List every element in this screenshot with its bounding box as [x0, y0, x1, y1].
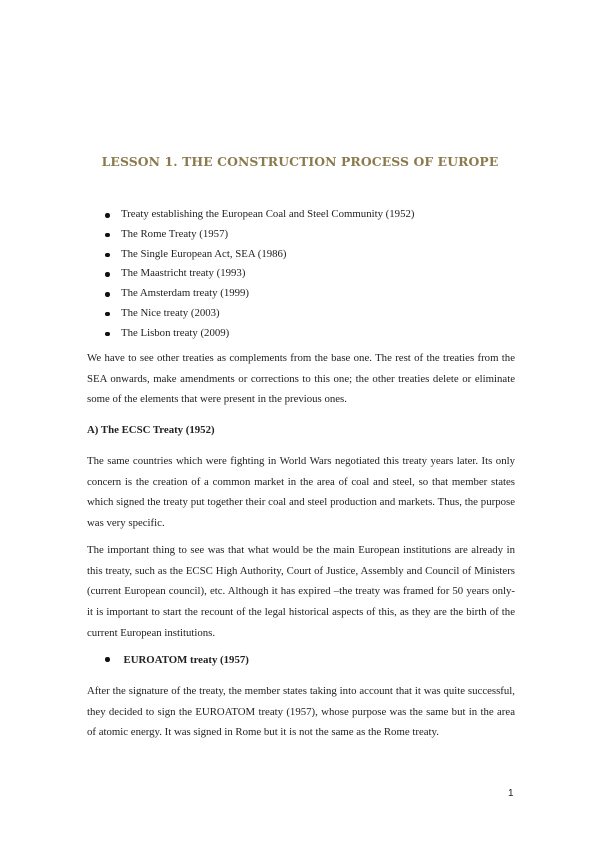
list-item: The Rome Treaty (1957): [105, 225, 414, 245]
list-item: Treaty establishing the European Coal and Steel Community (1952): [105, 205, 414, 225]
bullet-icon: [105, 272, 110, 277]
bullet-icon: [105, 312, 110, 317]
euratom-paragraph: After the signature of the treaty, the member states taking into account that it was quite successful, they decided to sign the EUROATOM treaty (1957), whose purpose was the same but in the area of atomic energy. It was signed in Rome but it is not the same as the Rome treaty.: [87, 685, 515, 739]
section-a-heading: A) The ECSC Treaty (1952): [87, 424, 215, 436]
euratom-heading: EUROATOM treaty (1957): [105, 654, 249, 666]
treaty-list: [105, 205, 414, 344]
lesson-title: LESSON 1. THE CONSTRUCTION PROCESS OF EUROPE: [101, 154, 499, 169]
bullet-icon: [105, 292, 110, 297]
list-item: The Amsterdam treaty (1999): [105, 284, 414, 304]
intro-paragraph: We have to see other treaties as complements from the base one. The rest of the treaties from the SEA onwards, make amendments or corrections to this one; the other treaties delete or eliminate some of the elements that were present in the previous ones.: [87, 352, 515, 406]
list-item: The Nice treaty (2003): [105, 304, 414, 324]
list-item: The Single European Act, SEA (1986): [105, 245, 414, 265]
section-a-paragraph-2: The important thing to see was that what would be the main European institutions are already in this treaty, such as the ECSC High Authority, Court of Justice, Assembly and Council of Ministers (current European council), etc. Although it has expired –the treaty was framed for 50 years only- it is important to start the recount of the legal historical aspects of this, as they are the birth of the current European institutions.: [87, 544, 515, 639]
bullet-icon: [105, 332, 110, 337]
bullet-icon: [105, 253, 110, 258]
list-item: The Maastricht treaty (1993): [105, 264, 414, 284]
list-item: The Lisbon treaty (2009): [105, 324, 414, 344]
section-a-paragraph-1: The same countries which were fighting in World Wars negotiated this treaty years later. Its only concern is the creation of a common market in the area of coal and steel, so that member states which signed the treaty put together their coal and steel production and markets. Thus, the purpose was very specific.: [87, 455, 515, 530]
page-number: 1: [508, 788, 514, 799]
bullet-icon: [105, 233, 110, 238]
bullet-icon: [105, 213, 110, 218]
bullet-icon: [105, 657, 110, 662]
